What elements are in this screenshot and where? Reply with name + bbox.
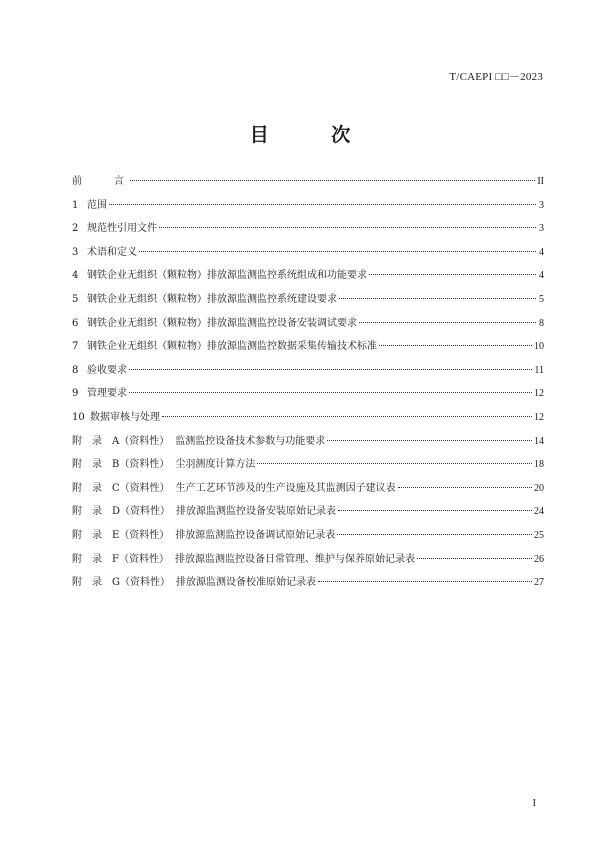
toc-leader-dots [327, 440, 532, 441]
toc-leader-dots [369, 274, 536, 275]
appendix-label: 排放源监测设备校准原始记录表 [176, 577, 316, 589]
document-code: T/CAEPI □□－2023 [449, 71, 543, 83]
appendix-prefix: 附 录 C（资料性） [72, 482, 170, 494]
toc-entry-page: 20 [534, 482, 544, 494]
toc-appendix-entry[interactable] [72, 502, 544, 526]
toc-entry-number: 2 [72, 223, 79, 235]
toc-leader-dots [379, 345, 532, 346]
toc-leader-dots [129, 392, 532, 393]
appendix-label: 排放源监测监控设备日常管理、维护与保养原始记录表 [174, 553, 415, 565]
appendix-label: 尘羽测度计算方法 [175, 459, 256, 471]
appendix-prefix: 附 录 A（资料性） [72, 435, 170, 447]
toc-leader-dots [318, 581, 532, 582]
toc-entry-number: 1 [72, 199, 79, 211]
toc-entry-label: 数据审核与处理 [90, 411, 160, 423]
page-title: 目 次 [249, 124, 379, 146]
appendix-prefix: 附 录 E（资料性） [72, 529, 170, 541]
toc-leader-dots [109, 204, 536, 205]
toc-leader-dots [398, 487, 532, 488]
appendix-prefix: 附 录 F（资料性） [72, 553, 169, 565]
toc-entry-label: 验收要求 [87, 364, 127, 376]
toc-entry-page: 12 [534, 388, 544, 400]
toc-entry-page: 25 [534, 529, 544, 541]
toc-entry-label: 范围 [87, 199, 107, 211]
appendix-label: 排放源监测监控设备调试原始记录表 [175, 529, 336, 541]
toc-entry[interactable] [72, 337, 544, 361]
toc-entry-page: 8 [539, 317, 544, 329]
toc-entry-label: 管理要求 [87, 388, 127, 400]
toc-appendix-entry[interactable] [72, 479, 544, 503]
toc-leader-dots [162, 416, 532, 417]
toc-entry-number: 7 [72, 341, 79, 353]
toc-entry-number: 6 [72, 317, 79, 329]
toc-entry-label: 钢铁企业无组织（颗粒物）排放源监测监控数据采集传输技术标准 [87, 341, 377, 353]
toc-entry-page: II [537, 176, 544, 187]
toc-entry-page: 5 [539, 293, 544, 305]
toc-entry-number: 10 [72, 411, 85, 423]
toc-entry-page: 3 [539, 223, 544, 235]
toc-entry[interactable] [72, 408, 544, 432]
toc-entry-page: 4 [539, 270, 544, 282]
toc-entry-number: 3 [72, 246, 79, 258]
toc-appendix-entry[interactable] [72, 573, 544, 597]
toc-leader-dots [359, 322, 536, 323]
toc-entry-page: 4 [539, 246, 544, 258]
toc-entry-foreword[interactable] [72, 172, 544, 196]
toc-entry[interactable] [72, 266, 544, 290]
toc-entry[interactable] [72, 361, 544, 385]
toc-entry-number: 9 [72, 388, 79, 400]
toc-entry[interactable] [72, 243, 544, 267]
toc-entry-page: 26 [534, 553, 544, 565]
toc-entry-page: 3 [539, 199, 544, 211]
toc-appendix-entry[interactable] [72, 550, 544, 574]
table-of-contents [72, 172, 544, 597]
appendix-label: 监测监控设备技术参数与功能要求 [175, 435, 326, 447]
appendix-label: 生产工艺环节涉及的生产设施及其监测因子建议表 [175, 482, 396, 494]
toc-entry-number: 8 [72, 364, 79, 376]
toc-entry-page: 24 [534, 506, 544, 518]
toc-entry[interactable] [72, 314, 544, 338]
toc-entry-label: 钢铁企业无组织（颗粒物）排放源监测监控设备安装调试要求 [87, 317, 357, 329]
toc-leader-dots [338, 510, 532, 511]
toc-entry-label: 术语和定义 [87, 246, 137, 258]
toc-entry-label: 钢铁企业无组织（颗粒物）排放源监测监控系统组成和功能要求 [87, 270, 367, 282]
toc-entry-page: 27 [534, 577, 544, 589]
toc-appendix-entry[interactable] [72, 432, 544, 456]
toc-entry[interactable] [72, 384, 544, 408]
toc-entry-page: 14 [534, 435, 544, 447]
appendix-prefix: 附 录 B（资料性） [72, 459, 170, 471]
toc-entry-number: 4 [72, 270, 79, 282]
toc-entry-number: 5 [72, 293, 79, 305]
toc-appendix-entry[interactable] [72, 526, 544, 550]
toc-leader-dots [257, 463, 532, 464]
toc-entry-label: 规范性引用文件 [87, 223, 157, 235]
toc-leader-dots [337, 534, 532, 535]
toc-entry[interactable] [72, 290, 544, 314]
toc-entry-page: 10 [534, 341, 544, 353]
toc-leader-dots [130, 180, 535, 181]
page-number: I [532, 798, 536, 809]
toc-leader-dots [339, 298, 536, 299]
toc-leader-dots [139, 251, 536, 252]
toc-entry-label: 前 言 [72, 176, 128, 187]
toc-leader-dots [417, 558, 532, 559]
toc-leader-dots [159, 227, 536, 228]
toc-appendix-entry[interactable] [72, 455, 544, 479]
toc-entry-page: 12 [534, 411, 544, 423]
appendix-prefix: 附 录 G（资料性） [72, 577, 170, 589]
toc-entry-page: 11 [534, 364, 544, 376]
appendix-label: 排放源监测监控设备安装原始记录表 [176, 506, 337, 518]
toc-entry[interactable] [72, 219, 544, 243]
toc-entry-label: 钢铁企业无组织（颗粒物）排放源监测监控系统建设要求 [87, 293, 337, 305]
toc-entry[interactable] [72, 196, 544, 220]
appendix-prefix: 附 录 D（资料性） [72, 506, 171, 518]
toc-leader-dots [129, 369, 532, 370]
toc-entry-page: 18 [534, 459, 544, 471]
